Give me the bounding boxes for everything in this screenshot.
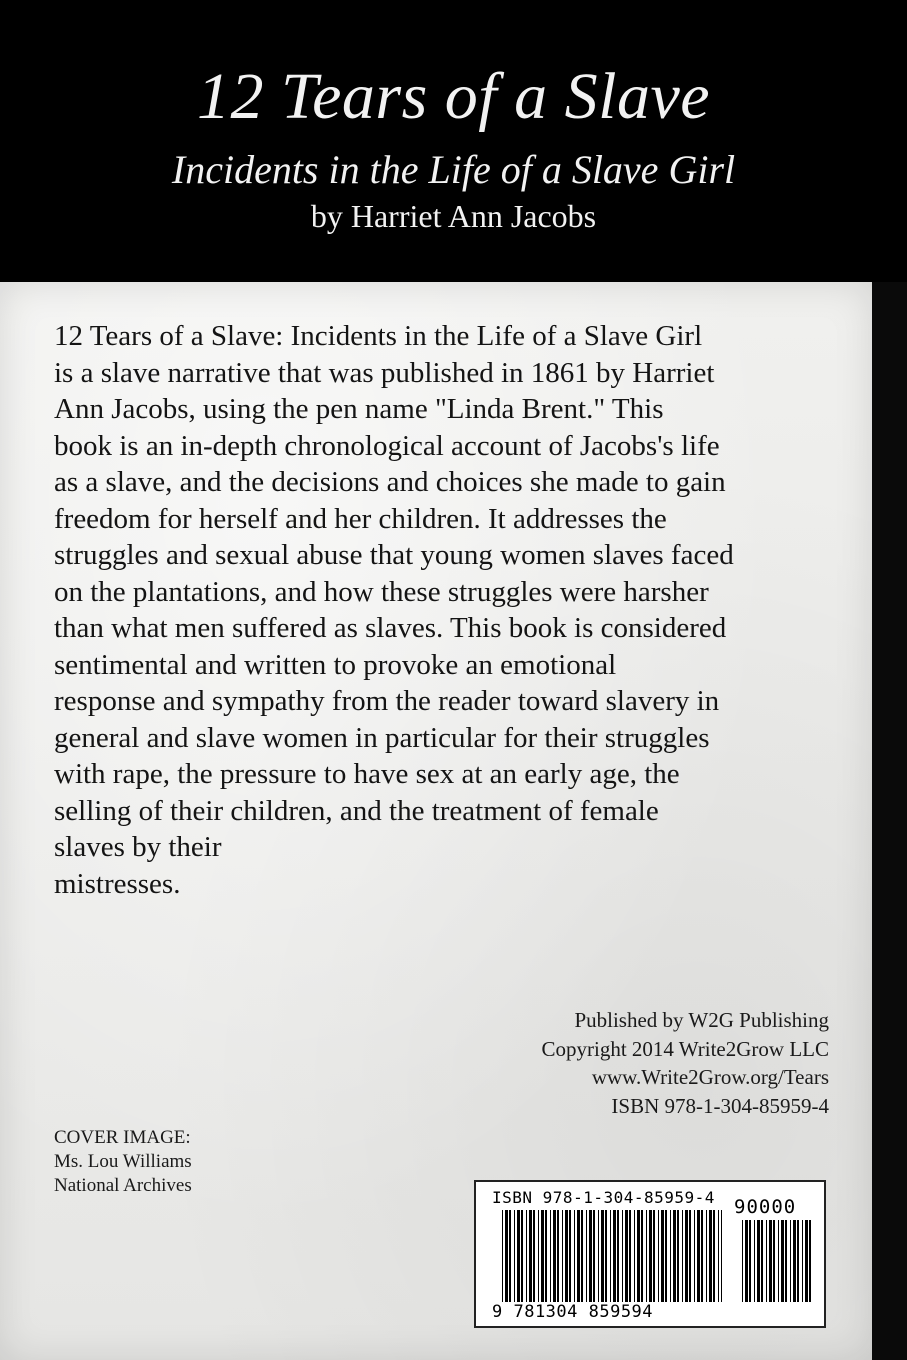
barcode-bar — [718, 1210, 719, 1302]
barcode-bar — [517, 1210, 520, 1302]
barcode-bar — [565, 1210, 568, 1302]
barcode-bar — [706, 1210, 707, 1302]
barcode-bar — [649, 1210, 652, 1302]
barcode-bar — [541, 1210, 544, 1302]
description-line: than what men suffered as slaves. This book is considered — [54, 612, 727, 644]
barcode-bar — [502, 1210, 503, 1302]
barcode-bar — [629, 1210, 631, 1302]
description-line: freedom for herself and her children. It addresses the — [54, 502, 667, 535]
barcode-bar — [581, 1210, 583, 1302]
barcode-bar — [526, 1210, 527, 1302]
description-line: on the plantations, and how these struggles were harsher — [54, 575, 709, 608]
barcode-isbn-label: ISBN 978-1-304-85959-4 — [492, 1188, 715, 1207]
publisher-info — [542, 1006, 830, 1120]
barcode-bar — [670, 1210, 671, 1302]
copyright-line: Copyright 2014 Write2Grow LLC — [541, 1036, 829, 1061]
barcode-bar — [766, 1220, 767, 1302]
book-description — [54, 318, 844, 902]
description-line: general and slave women in particular for their struggles — [54, 721, 710, 754]
barcode-bars — [502, 1210, 722, 1302]
cover-credit-source: National Archives — [54, 1175, 192, 1196]
barcode-bar — [754, 1220, 755, 1302]
book-subtitle: Incidents in the Life of a Slave Girl — [171, 147, 736, 192]
barcode-bar — [773, 1220, 775, 1302]
barcode-bar — [682, 1210, 683, 1302]
description-line: mistresses. — [54, 867, 181, 900]
barcode-bar — [665, 1210, 667, 1302]
barcode-bar — [598, 1210, 599, 1302]
author-byline: by Harriet Ann Jacobs — [310, 198, 597, 234]
description-line: selling of their children, and the treatment of female — [54, 794, 659, 827]
barcode-bar — [793, 1220, 796, 1302]
barcode-bar — [742, 1220, 743, 1302]
barcode-bar — [505, 1210, 508, 1302]
barcode-bar — [697, 1210, 700, 1302]
barcode-bar — [790, 1220, 791, 1302]
barcode-bar — [509, 1210, 511, 1302]
barcode-bar — [610, 1210, 611, 1302]
description-line: as a slave, and the decisions and choices she made to gain — [54, 466, 726, 498]
cover-image-credit — [54, 1126, 192, 1198]
barcode-bar — [593, 1210, 595, 1302]
barcode-bar — [634, 1210, 635, 1302]
barcode-addon-bars — [742, 1220, 812, 1302]
barcode-bar — [545, 1210, 547, 1302]
barcode-bar — [749, 1220, 751, 1302]
barcode-bar — [601, 1210, 604, 1302]
barcode-bar — [673, 1210, 676, 1302]
barcode-bar — [797, 1220, 799, 1302]
barcode-bar — [658, 1210, 659, 1302]
barcode-bar — [677, 1210, 679, 1302]
barcode-bar — [781, 1220, 784, 1302]
barcode-bar — [622, 1210, 623, 1302]
description-line: is a slave narrative that was published in 1861 by Harriet — [54, 356, 715, 389]
book-title: 12 Tears of a Slave — [196, 60, 711, 133]
description-line: struggles and sexual abuse that young women slaves faced — [54, 539, 734, 571]
isbn-line: ISBN 978-1-304-85959-4 — [611, 1093, 829, 1118]
barcode-bar — [577, 1210, 580, 1302]
barcode-bar — [709, 1210, 712, 1302]
barcode-bar — [557, 1210, 559, 1302]
barcode-bar — [809, 1220, 811, 1302]
barcode-bar — [529, 1210, 532, 1302]
barcode-bar — [769, 1220, 772, 1302]
barcode-bar — [785, 1220, 787, 1302]
barcode-bar — [538, 1210, 539, 1302]
cover-credit-name: Ms. Lou Williams — [54, 1151, 192, 1172]
barcode-bar — [617, 1210, 619, 1302]
barcode-bar — [550, 1210, 551, 1302]
barcode-bar — [562, 1210, 563, 1302]
description-line: 12 Tears of a Slave: Incidents in the Life of a Slave Girl — [54, 320, 703, 352]
barcode-bar — [586, 1210, 587, 1302]
barcode-bar — [694, 1210, 695, 1302]
barcode-addon-label: 90000 — [734, 1196, 797, 1218]
cover-credit-heading: COVER IMAGE: — [54, 1127, 191, 1148]
barcode-box — [474, 1180, 826, 1328]
cover-header — [0, 0, 907, 282]
barcode-bar — [802, 1220, 803, 1302]
barcode-bar — [721, 1210, 722, 1302]
description-line: Ann Jacobs, using the pen name "Linda Brent." This — [54, 393, 664, 425]
barcode-bar — [605, 1210, 607, 1302]
barcode-bar — [805, 1220, 808, 1302]
barcode-bar — [569, 1210, 571, 1302]
barcode-bar — [685, 1210, 688, 1302]
barcode-bar — [514, 1210, 515, 1302]
barcode-bar — [701, 1210, 703, 1302]
website-link[interactable]: www.Write2Grow.org/Tears — [591, 1065, 829, 1089]
description-line: book is an in-depth chronological account of Jacobs's life — [54, 429, 720, 462]
published-by: Published by W2G Publishing — [574, 1008, 829, 1032]
barcode-bar — [641, 1210, 643, 1302]
barcode-bar — [521, 1210, 523, 1302]
barcode-bar — [653, 1210, 655, 1302]
barcode-bar — [533, 1210, 535, 1302]
barcode-bar — [613, 1210, 616, 1302]
barcode-digits: 9 781304 859594 — [492, 1302, 654, 1322]
barcode-bar — [625, 1210, 628, 1302]
barcode-bar — [553, 1210, 556, 1302]
description-line: response and sympathy from the reader toward slavery in — [54, 685, 720, 717]
barcode-bar — [646, 1210, 647, 1302]
barcode-bar — [574, 1210, 575, 1302]
barcode-bar — [661, 1210, 664, 1302]
barcode-bar — [713, 1210, 715, 1302]
barcode-bar — [689, 1210, 691, 1302]
description-line: with rape, the pressure to have sex at an early age, the — [54, 758, 680, 790]
barcode-bar — [761, 1220, 763, 1302]
barcode-bar — [637, 1210, 640, 1302]
barcode-bar — [745, 1220, 748, 1302]
description-line: slaves by their — [54, 831, 222, 863]
barcode-bar — [757, 1220, 760, 1302]
barcode-bar — [778, 1220, 779, 1302]
barcode-bar — [589, 1210, 592, 1302]
description-line: sentimental and written to provoke an emotional — [54, 648, 617, 681]
